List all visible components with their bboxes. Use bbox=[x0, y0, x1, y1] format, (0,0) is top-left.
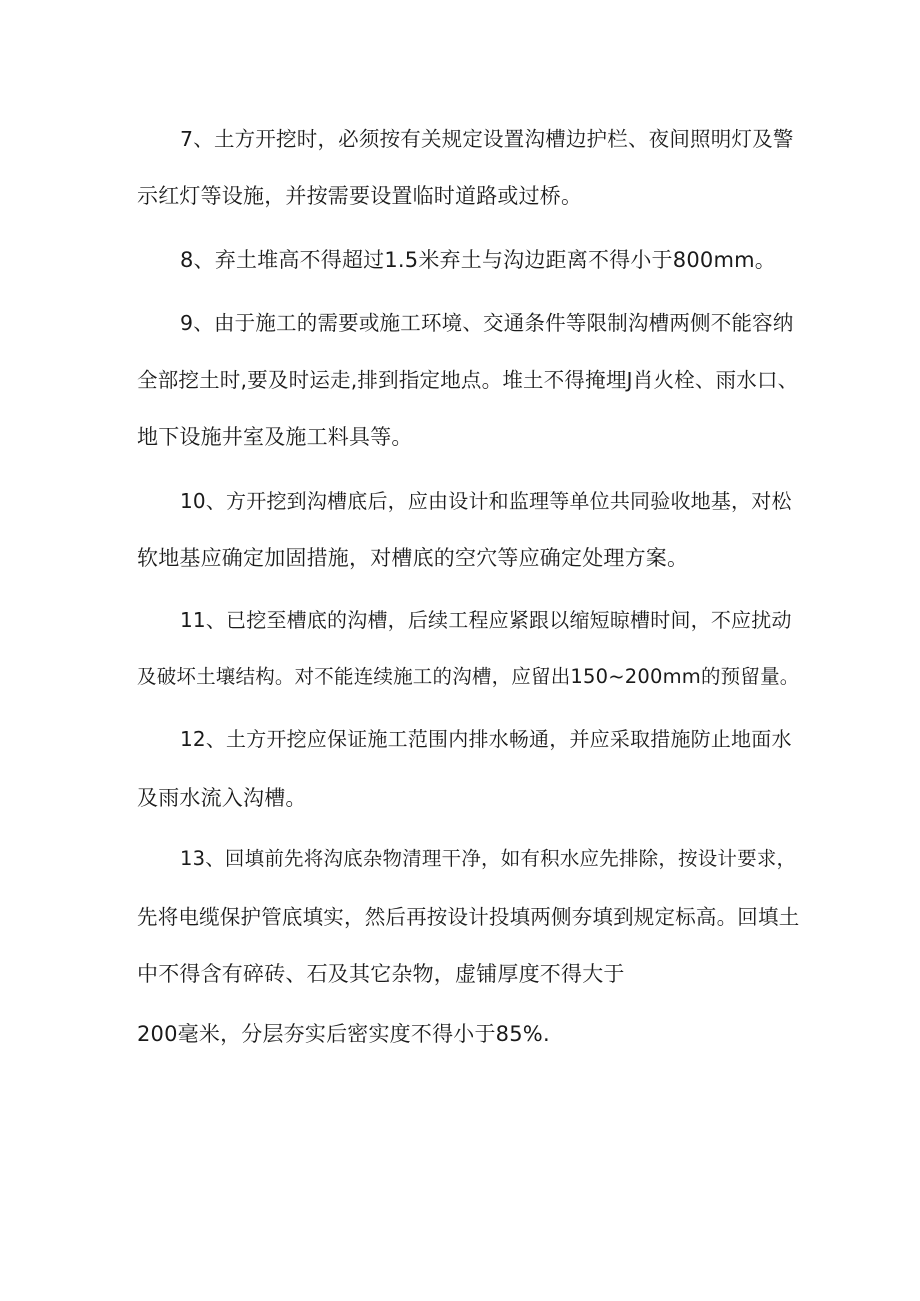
item-11-line-2: 及破坏土壤结构。对不能连续施工的沟槽，应留出150~200mm的预留量。 bbox=[137, 665, 800, 688]
item-9-line-3: 地下设施井室及施工料具等。 bbox=[137, 425, 413, 449]
item-12-line-1: 12、土方开挖应保证施工范围内排水畅通，并应采取措施防止地面水 bbox=[180, 727, 792, 751]
item-7-line-2: 示红灯等设施，并按需要设置临时道路或过桥。 bbox=[137, 184, 583, 208]
item-10-line-2: 软地基应确定加固措施，对槽底的空穴等应确定处理方案。 bbox=[137, 546, 689, 570]
item-13-line-4: 200毫米，分层夯实后密实度不得小于85%. bbox=[137, 1022, 550, 1046]
item-7-line-1: 7、土方开挖时，必须按有关规定设置沟槽边护栏、夜间照明灯及警 bbox=[180, 127, 794, 151]
item-10-line-1: 10、方开挖到沟槽底后，应由设计和监理等单位共同验收地基，对松 bbox=[180, 489, 792, 513]
item-11-line-1: 11、已挖至槽底的沟槽，后续工程应紧跟以缩短晾槽时间，不应扰动 bbox=[180, 608, 792, 632]
item-9-line-2: 全部挖土时,要及时运走,排到指定地点。堆土不得掩埋J肖火栓、雨水口、 bbox=[137, 368, 799, 392]
item-13-line-3: 中不得含有碎砖、石及其它杂物，虚铺厚度不得大于 bbox=[137, 962, 625, 986]
item-12-line-2: 及雨水流入沟槽。 bbox=[137, 786, 307, 810]
item-9-line-1: 9、由于施工的需要或施工环境、交通条件等限制沟槽两侧不能容纳 bbox=[180, 311, 794, 335]
item-13-line-2: 先将电缆保护管底填实，然后再按设计投填两侧夯填到规定标高。回填土 bbox=[137, 905, 800, 929]
item-13-line-1: 13、回填前先将沟底杂物清理干净，如有积水应先排除，按设计要求， bbox=[180, 847, 797, 870]
item-8-line-1: 8、弃土堆高不得超过1.5米弃土与沟边距离不得小于800mm。 bbox=[180, 248, 776, 272]
